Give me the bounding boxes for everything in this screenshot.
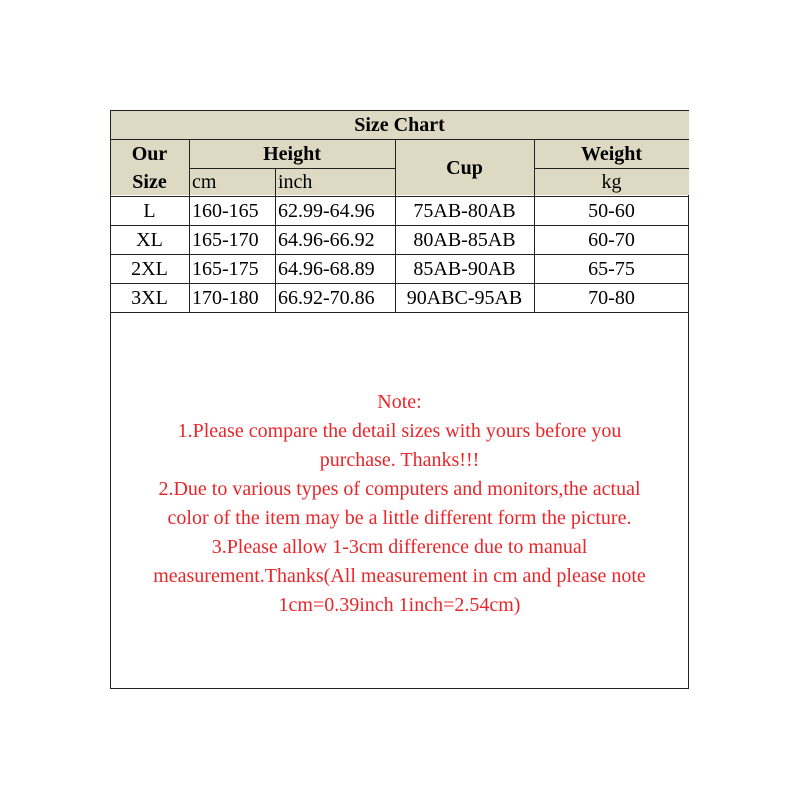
row-2xl-cm: 165-175 — [192, 257, 259, 280]
note-line: 1.Please compare the detail sizes with yours before you — [177, 420, 622, 442]
row-3xl-kg: 70-80 — [588, 286, 635, 309]
grid-line — [110, 196, 689, 197]
grid-line — [395, 139, 396, 312]
grid-line — [534, 139, 535, 312]
grid-line — [275, 168, 276, 312]
header-size: Size — [132, 171, 167, 193]
header-height: Height — [263, 142, 321, 165]
row-xl-kg: 60-70 — [588, 228, 635, 251]
row-l-size: L — [143, 199, 156, 222]
row-xl-inch: 64.96-66.92 — [278, 228, 375, 251]
chart-title: Size Chart — [110, 110, 689, 139]
note-line: purchase. Thanks!!! — [319, 449, 480, 471]
header-cup: Cup — [446, 156, 483, 179]
note-line: measurement.Thanks(All measurement in cm and please note — [153, 565, 646, 587]
grid-line — [110, 283, 689, 284]
row-l-cm: 160-165 — [192, 199, 259, 222]
header-height-inch: inch — [278, 171, 313, 193]
note-block — [110, 388, 689, 620]
grid-line — [110, 225, 689, 226]
grid-line — [110, 110, 689, 111]
row-l-cup: 75AB-80AB — [413, 199, 516, 222]
row-3xl-inch: 66.92-70.86 — [278, 286, 375, 309]
size-chart — [110, 110, 689, 689]
row-2xl-inch: 64.96-68.89 — [278, 257, 375, 280]
row-xl-cup: 80AB-85AB — [413, 228, 516, 251]
row-2xl-cup: 85AB-90AB — [413, 257, 516, 280]
header-height-cm: cm — [192, 171, 217, 193]
grid-line — [189, 139, 190, 312]
grid-line — [110, 139, 689, 140]
grid-line — [534, 168, 689, 169]
note-title: Note: — [377, 391, 422, 413]
row-2xl-size: 2XL — [131, 257, 168, 280]
row-2xl-kg: 65-75 — [588, 257, 635, 280]
note-line: 3.Please allow 1-3cm difference due to manual — [211, 536, 588, 558]
row-xl-cm: 165-170 — [192, 228, 259, 251]
row-l-kg: 50-60 — [588, 199, 635, 222]
row-3xl-size: 3XL — [131, 286, 168, 309]
row-3xl-cup: 90ABC-95AB — [406, 286, 523, 309]
header-our: Our — [131, 142, 168, 165]
note-line: 1cm=0.39inch 1inch=2.54cm) — [278, 594, 521, 616]
header-weight-kg: kg — [601, 171, 622, 193]
note-line: 2.Due to various types of computers and monitors,the actual — [158, 478, 641, 500]
header-weight: Weight — [580, 142, 643, 165]
grid-line — [110, 312, 689, 313]
row-xl-size: XL — [136, 228, 163, 251]
row-l-inch: 62.99-64.96 — [278, 199, 375, 222]
grid-line — [189, 168, 395, 169]
note-line: color of the item may be a little different form the picture. — [167, 507, 632, 529]
grid-line — [110, 254, 689, 255]
row-3xl-cm: 170-180 — [192, 286, 259, 309]
